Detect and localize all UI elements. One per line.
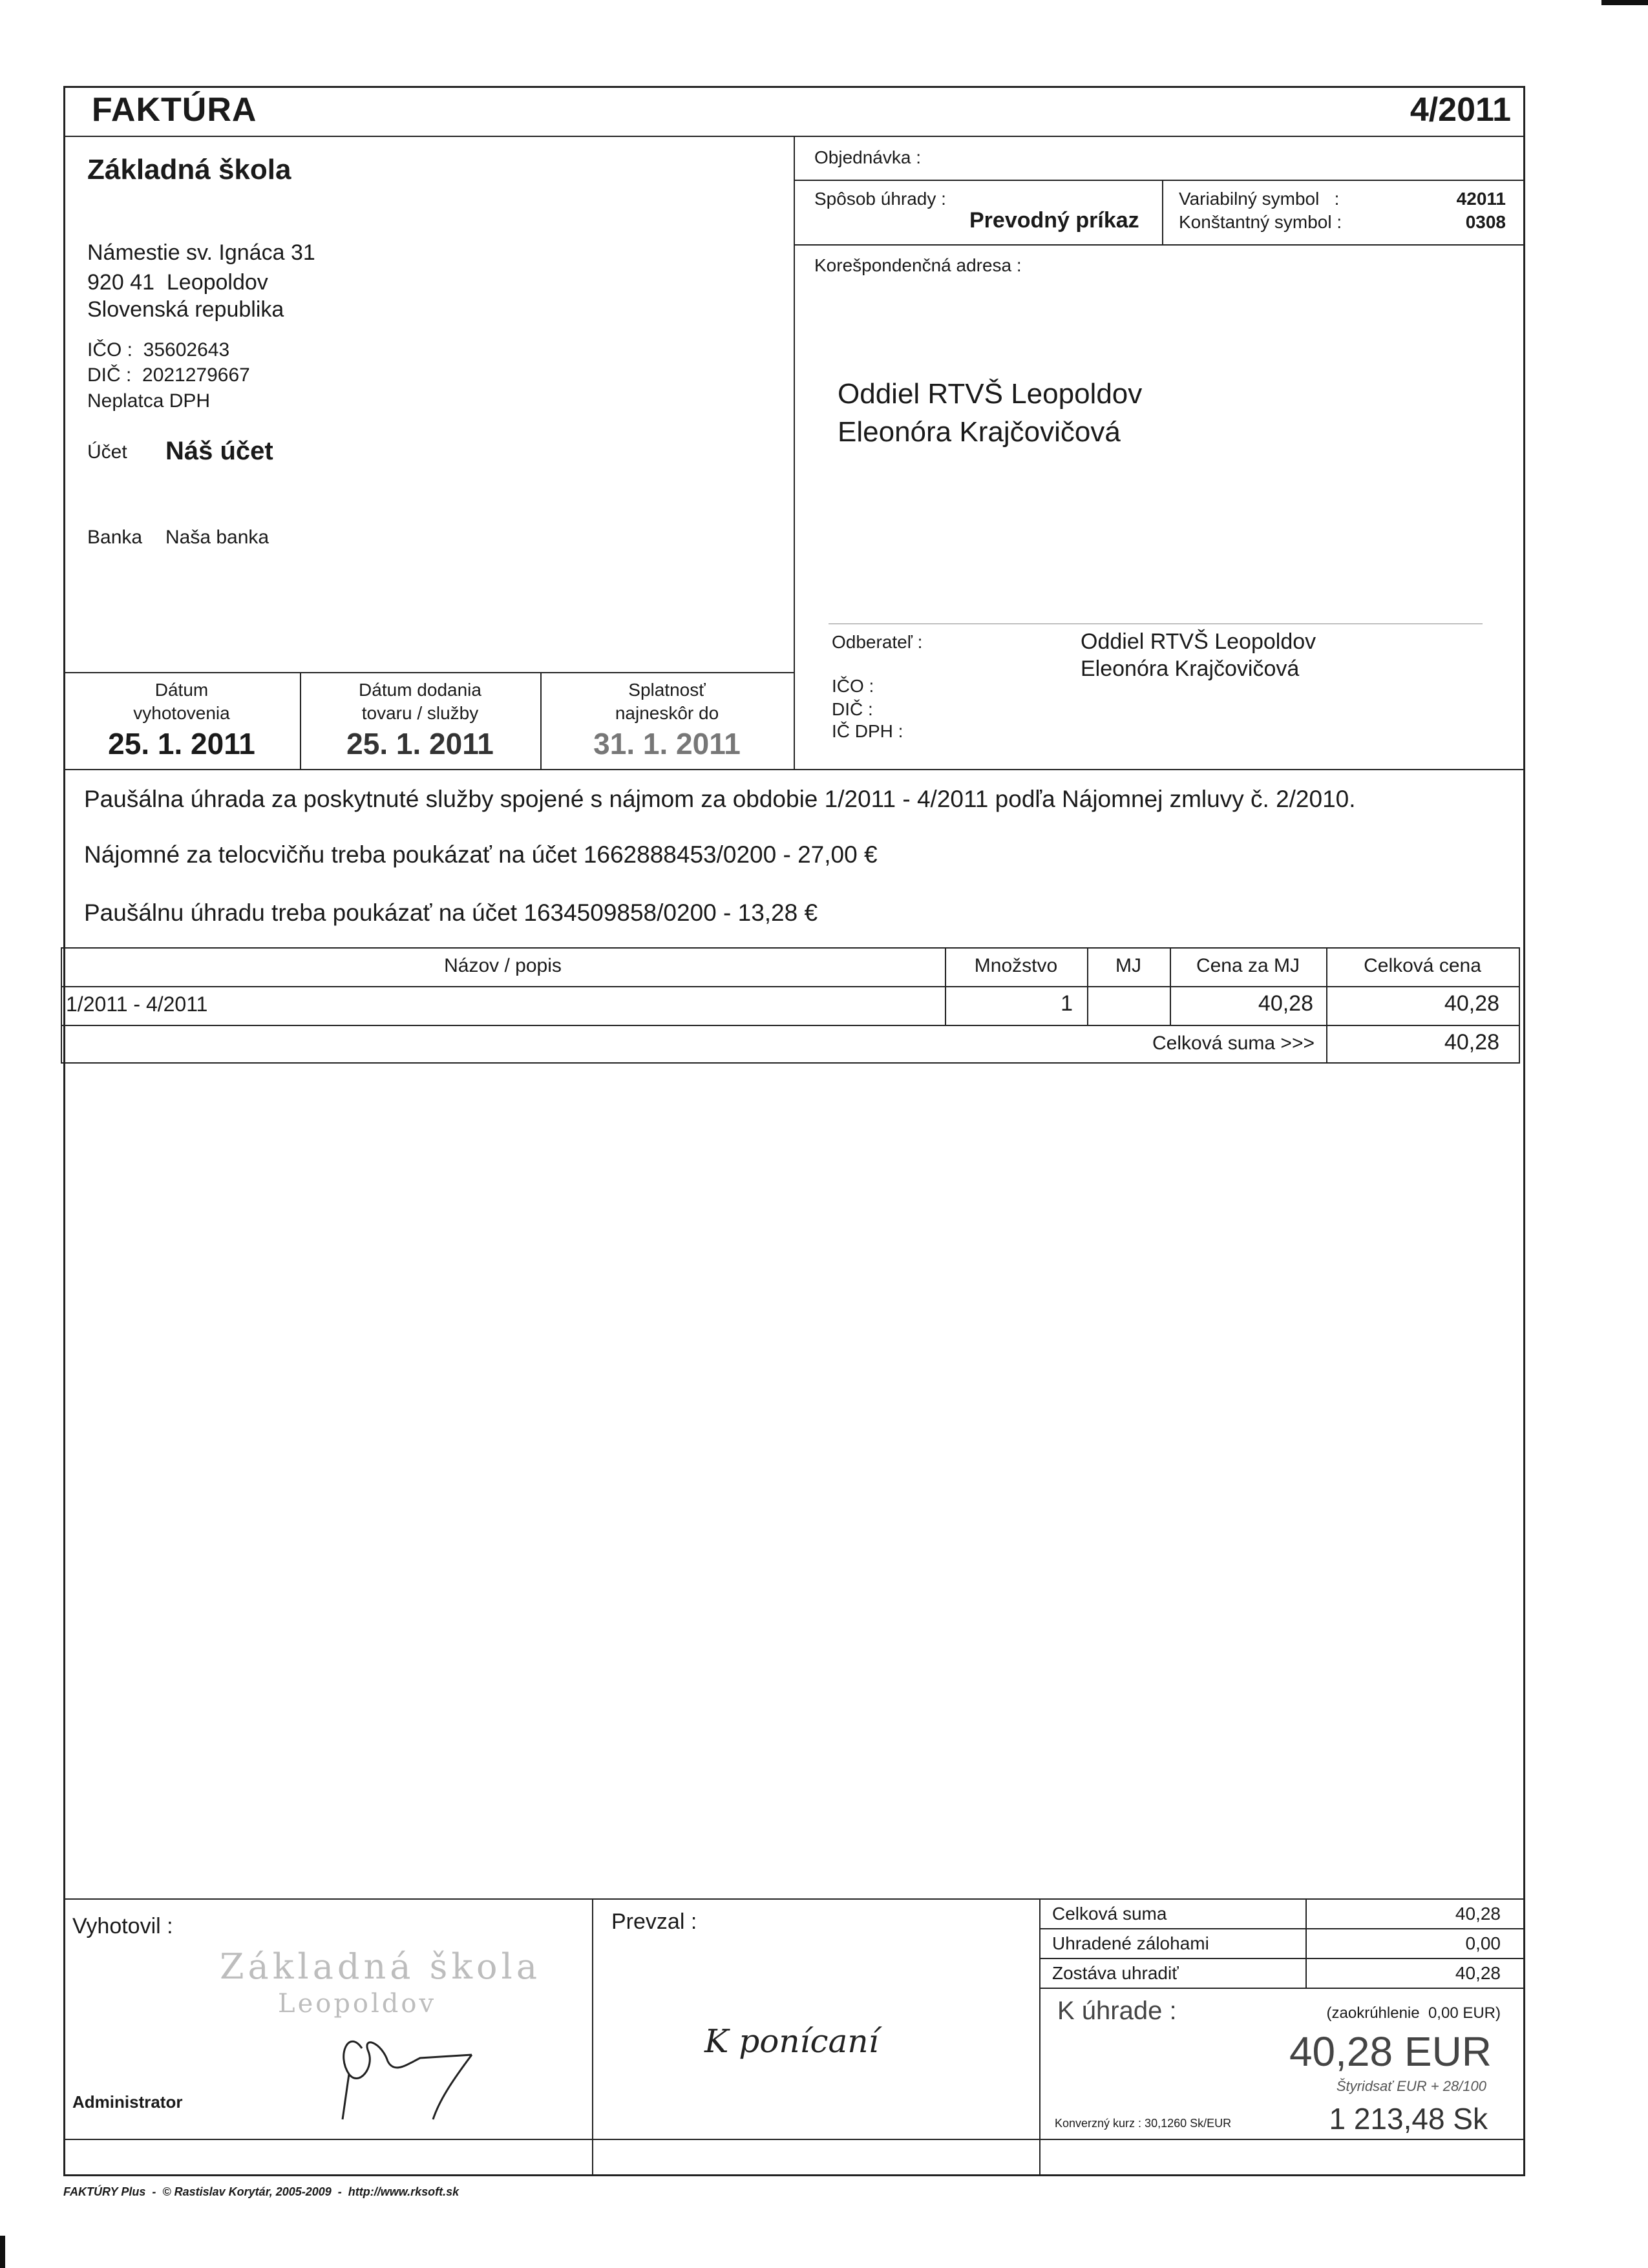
customer-icdph-label: IČ DPH : [832, 721, 903, 741]
customer-name2: Eleonóra Krajčovičová [1081, 656, 1300, 681]
date-delivery-label2: tovaru / služby [361, 703, 479, 723]
correspondence-label: Korešpondenčná adresa : [814, 255, 1022, 275]
customer-ico-label: IČO : [832, 676, 874, 696]
amount-in-words: Štyridsať EUR + 28/100 [1336, 2078, 1486, 2094]
scan-mark-top-right [1601, 0, 1648, 5]
summary-value-divider [1305, 1898, 1307, 1989]
account-label: Účet [87, 441, 127, 463]
date-due-label1: Splatnosť [628, 680, 706, 700]
supplier-name: Základná škola [87, 154, 291, 185]
supplier-vat-status: Neplatca DPH [87, 390, 211, 412]
date-delivery-label1: Dátum dodania [359, 680, 481, 700]
conversion-value: 1 213,48 Sk [1329, 2102, 1488, 2136]
row-price: 40,28 [1258, 991, 1313, 1016]
to-pay-label: K úhrade : [1057, 1997, 1177, 2025]
supplier-ico: IČO : 35602643 [87, 339, 230, 361]
footer-bottom-line [63, 2139, 1525, 2140]
table-header-name: Názov / popis [444, 955, 562, 976]
invoice-title: FAKTÚRA [92, 91, 257, 129]
supplier-country: Slovenská republika [87, 297, 284, 322]
supplier-divider [794, 136, 795, 769]
payment-divider [794, 244, 1525, 246]
stamp-line2: Leopoldov [278, 1989, 437, 2019]
summary-total-value: 40,28 [1455, 1904, 1501, 1924]
date-delivery-value: 25. 1. 2011 [346, 727, 494, 761]
table-right-border [1519, 947, 1520, 1062]
table-sum-value: 40,28 [1444, 1030, 1499, 1055]
table-header-price: Cena za MJ [1196, 955, 1300, 976]
payment-value: Prevodný príkaz [969, 208, 1139, 233]
dates-top-line [63, 672, 794, 673]
handwritten-note: K ponícaní [704, 2022, 879, 2060]
summary-line-2 [1039, 1958, 1525, 1959]
summary-advances-label: Uhradené zálohami [1052, 1933, 1209, 1953]
summary-remaining-label: Zostáva uhradiť [1052, 1963, 1179, 1983]
prevzal-label: Prevzal : [611, 1909, 697, 1934]
payment-symbol-divider [1162, 180, 1163, 244]
constant-symbol-label: Konštantný symbol : [1179, 212, 1342, 232]
administrator-name: Administrator [72, 2092, 183, 2112]
date-issued-label1: Dátum [154, 680, 209, 700]
supplier-street: Námestie sv. Ignáca 31 [87, 240, 315, 265]
order-divider [794, 180, 1525, 181]
table-top-line [61, 947, 1520, 949]
software-credits: FAKTÚRY Plus - © Rastislav Korytár, 2005-2009 - http://www.rksoft.sk [63, 2185, 460, 2198]
summary-line-3 [1039, 1988, 1525, 1989]
conversion-rate: Konverzný kurz : 30,1260 Sk/EUR [1055, 2117, 1232, 2130]
customer-label: Odberateľ : [832, 632, 923, 652]
scan-mark-bottom-left [0, 2236, 5, 2268]
date-due-value: 31. 1. 2011 [593, 727, 741, 761]
row-name: 1/2011 - 4/2011 [66, 992, 208, 1016]
summary-line-1 [1039, 1928, 1525, 1929]
summary-remaining-value: 40,28 [1455, 1963, 1501, 1983]
account-value: Náš účet [165, 437, 273, 465]
note-line1: Paušálna úhrada za poskytnuté služby spojené s nájmom za obdobie 1/2011 - 4/2011 podľa Nájomnej zmluvy č. 2/2010. [84, 786, 1356, 812]
table-header-qty: Množstvo [974, 955, 1058, 976]
row-total: 40,28 [1444, 991, 1499, 1016]
variable-symbol-label: Variabilný symbol : [1179, 189, 1340, 209]
customer-dic-label: DIČ : [832, 699, 873, 719]
to-pay-value: 40,28 EUR [1289, 2028, 1492, 2075]
summary-advances-value: 0,00 [1465, 1933, 1501, 1953]
bank-value: Naša banka [165, 527, 269, 548]
variable-symbol-value: 42011 [1456, 189, 1506, 209]
signature-mark [323, 1990, 504, 2126]
correspondence-line2: Eleonóra Krajčovičová [838, 416, 1121, 448]
table-sum-label: Celková suma >>> [1152, 1033, 1315, 1054]
supplier-city: 920 41 Leopoldov [87, 270, 268, 295]
row-qty: 1 [1061, 991, 1073, 1016]
supplier-dic: DIČ : 2021279667 [87, 364, 250, 386]
note-line3: Paušálnu úhradu treba poukázať na účet 1634509858/0200 - 13,28 € [84, 899, 818, 926]
date-issued-value: 25. 1. 2011 [108, 727, 255, 761]
stamp-line1: Základná škola [220, 1946, 542, 1987]
table-header-total: Celková cena [1364, 955, 1481, 976]
date-due-label2: najneskôr do [615, 703, 719, 723]
summary-total-label: Celková suma [1052, 1904, 1167, 1924]
vyhotovil-label: Vyhotovil : [72, 1914, 173, 1938]
footer-divider-2 [1039, 1898, 1041, 2176]
table-header-unit: MJ [1115, 955, 1141, 976]
notes-top-line [63, 769, 1525, 770]
rounding-note: (zaokrúhlenie 0,00 EUR) [1326, 2004, 1501, 2022]
footer-divider-1 [592, 1898, 593, 2176]
invoice-number: 4/2011 [1410, 91, 1511, 129]
bank-label: Banka [87, 527, 143, 548]
date-issued-label2: vyhotovenia [133, 703, 230, 723]
table-bottom-line [61, 1062, 1520, 1064]
constant-symbol-value: 0308 [1465, 212, 1506, 232]
customer-name1: Oddiel RTVŠ Leopoldov [1081, 629, 1316, 654]
payment-label: Spôsob úhrady : [814, 189, 946, 209]
table-row-line [61, 1025, 1520, 1026]
note-line2: Nájomné za telocvičňu treba poukázať na účet 1662888453/0200 - 27,00 € [84, 841, 878, 868]
order-label: Objednávka : [814, 147, 921, 167]
table-header-line [61, 986, 1520, 987]
correspondence-line1: Oddiel RTVŠ Leopoldov [838, 378, 1143, 410]
